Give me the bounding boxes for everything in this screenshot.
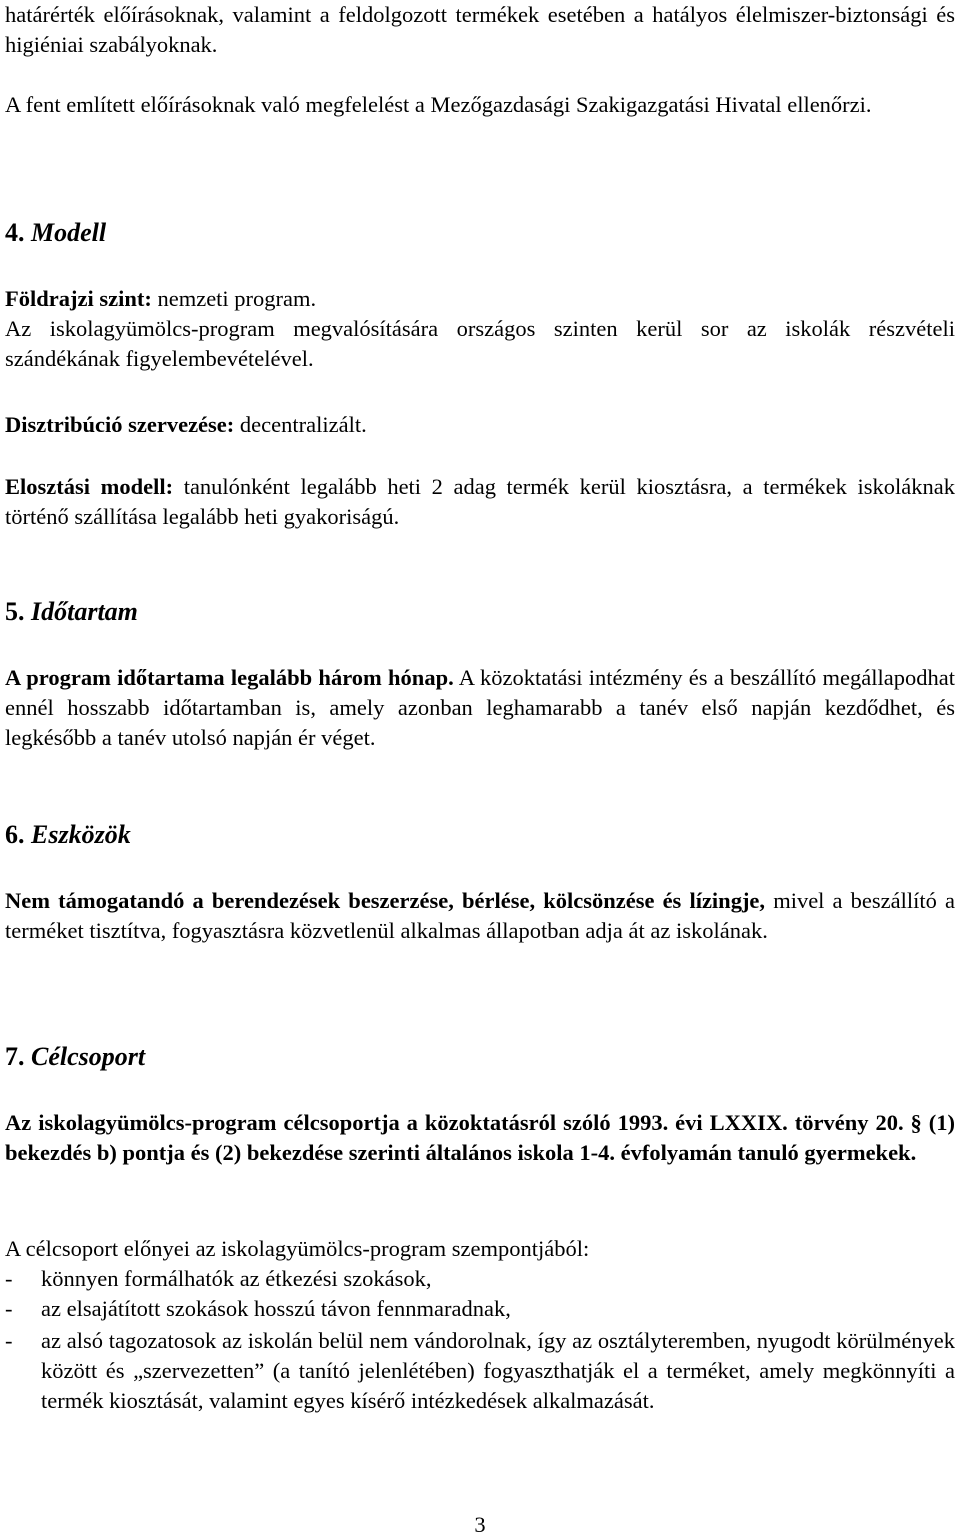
intro-continuation: határérték előírásoknak, valamint a feldolgozott termékek esetében a hatályos élelmiszer-biztonsági és higiéniai szabályoknak. [5,2,955,57]
section-4-title: Modell [31,218,107,247]
geo-value: nemzeti program. [151,286,317,311]
section-7-number: 7. [5,1042,25,1071]
alloc-label: Elosztási modell: [5,474,174,499]
list-dash: - [5,1266,13,1291]
section-6-heading [5,820,131,850]
benefits-intro: A célcsoport előnyei az iskolagyümölcs-program szempontjából: [5,1236,590,1261]
document-page [5,0,955,1537]
section-5-number: 5. [5,597,25,626]
section-7-heading [5,1042,145,1072]
section-5-body [5,663,955,753]
section-6-body [5,886,955,946]
section-4-number: 4. [5,218,25,247]
section-6-title: Eszközök [31,820,131,849]
section-6-number: 6. [5,820,25,849]
section-6-bold: Nem támogatandó a berendezések beszerzése, bérlése, kölcsönzése és lízingje, [5,888,766,913]
dist-value: decentralizált. [234,412,367,437]
list-item [5,1264,955,1294]
geo-description: Az iskolagyümölcs-program megvalósítására országos szinten kerül sor az iskolák részvételi szándékának figyelembevételével. [5,316,955,371]
distribution [5,410,955,440]
section-7-title: Célcsoport [31,1042,146,1071]
list-item [5,1326,955,1416]
dist-label: Disztribúció szervezése: [5,412,235,437]
benefit-3: az alsó tagozatosok az iskolán belül nem vándorolnak, így az osztályteremben, nyugodt körülmények között és „szervezetten” (a tanító jelenlétében) fogyaszthatják el a terméket, amely megkönnyíti a termék kiosztását, valamint egyes kísérő intézkedések alkalmazását. [41,1328,955,1413]
alloc-value: tanulónként legalább heti 2 adag termék kerül kiosztásra, a termékek iskoláknak történő szállítása legalább heti gyakoriságú. [5,474,955,529]
section-7-target-group: Az iskolagyümölcs-program célcsoportja a közoktatásról szóló 1993. évi LXXIX. törvény 20. § (1) bekezdés b) pontja és (2) bekezdése szerinti általános iskola 1-4. évfolyamán tanuló gyermekek. [5,1110,955,1165]
list-dash: - [5,1296,13,1321]
section-6-text: mivel a beszállító a terméket tisztítva, fogyasztásra közvetlenül alkalmas állapotban adja át az iskolának. [5,888,956,943]
benefit-1: könnyen formálhatók az étkezési szokások, [41,1266,432,1291]
list-dash: - [5,1328,13,1353]
section-5-heading [5,597,138,627]
list-item [5,1294,955,1324]
intro-compliance: A fent említett előírásoknak való megfelelést a Mezőgazdasági Szakigazgatási Hivatal ellenőrzi. [5,92,872,117]
section-5-bold: A program időtartama legalább három hónap. [5,665,454,690]
geo-label: Földrajzi szint: [5,286,152,311]
section-5-title: Időtartam [31,597,138,626]
page-number: 3 [474,1512,486,1537]
section-5-text: A közoktatási intézmény és a beszállító megállapodhat ennél hosszabb időtartamban is, amely azonban leghamarabb a tanév első napján kezdődhet, és legkésőbb a tanév utolsó napján ér véget. [5,665,956,750]
section-4-heading [5,218,106,248]
geo-level [5,284,955,314]
allocation-model [5,472,955,532]
benefit-2: az elsajátított szokások hosszú távon fennmaradnak, [41,1296,511,1321]
